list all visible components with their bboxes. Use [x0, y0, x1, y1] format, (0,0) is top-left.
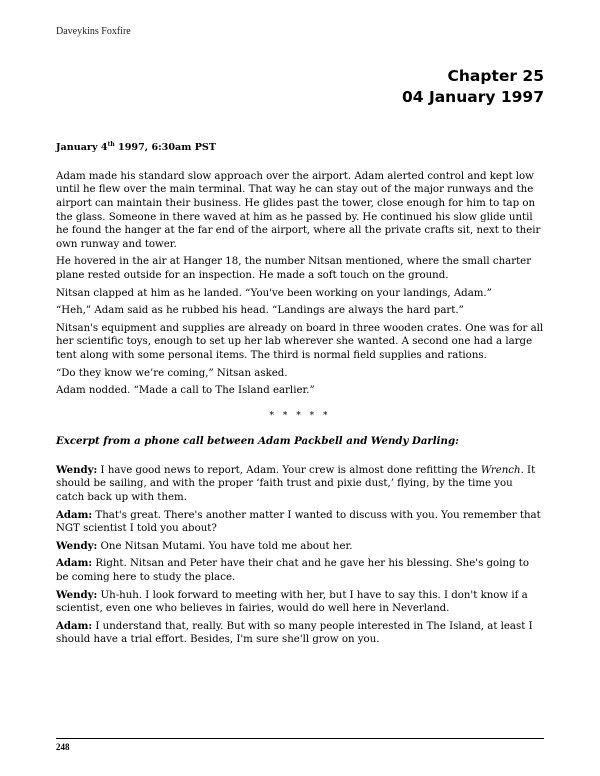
chapter-date: 04 January 1997 [401, 88, 544, 106]
running-header: Daveykins Foxfire [56, 26, 131, 37]
dialogue-line: Wendy: Uh-huh. I look forward to meeting with her, but I have to say this. I don't know if a scientist, even one who believes in fairies, would do well here in Neverland. [56, 588, 528, 615]
speaker-label: Adam: [56, 557, 93, 570]
paragraph: Nitsan clapped at him as he landed. “You've been working on your landings, Adam.” [56, 287, 492, 299]
dialogue-line: Adam: Right. Nitsan and Peter have their chat and he gave her his blessing. She's going to be coming here to study the place. [56, 557, 529, 584]
speaker-label: Wendy: [56, 588, 98, 601]
dialogue-line: Wendy: I have good news to report, Adam. Your crew is almost done refitting the Wrench. It should be sailing, and with the proper ‘faith trust and pixie dust,’ flying, by the time you catch back up with them. [56, 463, 536, 504]
footer-rule [56, 738, 544, 739]
speaker-label: Wendy: [56, 539, 98, 552]
section-separator: * * * * * [269, 410, 331, 421]
paragraph: Nitsan's equipment and supplies are already on board in three wooden crates. One was for all her scientific toys, enough to set up her lab wherever she wanted. A second one had a large tent along with some personal items. The third is normal field supplies and rations. [56, 322, 544, 361]
paragraph: Adam nodded. “Made a call to The Island earlier.” [56, 385, 315, 397]
chapter-number: Chapter 25 [447, 67, 544, 85]
ship-name: Wrench [480, 464, 521, 476]
speaker-label: Wendy: [56, 463, 98, 476]
paragraph: Adam made his standard slow approach over the airport. Adam alerted control and kept low until he flew over the main terminal. That way he can stay out of the major runways and the airport can maintain their business. He glides past the tower, close enough for him to tap on the glass. Someone in there waved at him as he passed by. He continued his slow glide until he found the hanger at the far end of the airport, where all the private crafts sit, next to their own runway and tower. [56, 170, 541, 250]
speaker-label: Adam: [56, 619, 93, 632]
dialogue-line: Adam: That's great. There's another matter I wanted to discuss with you. You remember that NGT scientist I told you about? [56, 508, 541, 535]
paragraph: He hovered in the air at Hanger 18, the number Nitsan mentioned, where the small charter plane rested outside for an inspection. He made a soft touch on the ground. [56, 256, 532, 281]
page-number: 248 [56, 742, 70, 752]
speaker-label: Adam: [56, 508, 93, 521]
paragraph: “Do they know we’re coming,” Nitsan asked. [56, 367, 288, 379]
dialogue-line: Adam: I understand that, really. But with so many people interested in The Island, at least I should have a trial effort. Besides, I'm sure she'll grow on you. [56, 619, 533, 646]
excerpt-heading: Excerpt from a phone call between Adam Packbell and Wendy Darling: [56, 435, 459, 448]
dateline: January 4th 1997, 6:30am PST [56, 141, 216, 154]
chapter-heading [402, 66, 544, 108]
paragraph: “Heh,” Adam said as he rubbed his head. “Landings are always the hard part.” [56, 305, 464, 317]
dialogue-line: Wendy: One Nitsan Mutami. You have told me about her. [56, 539, 353, 552]
body-text [56, 138, 544, 651]
